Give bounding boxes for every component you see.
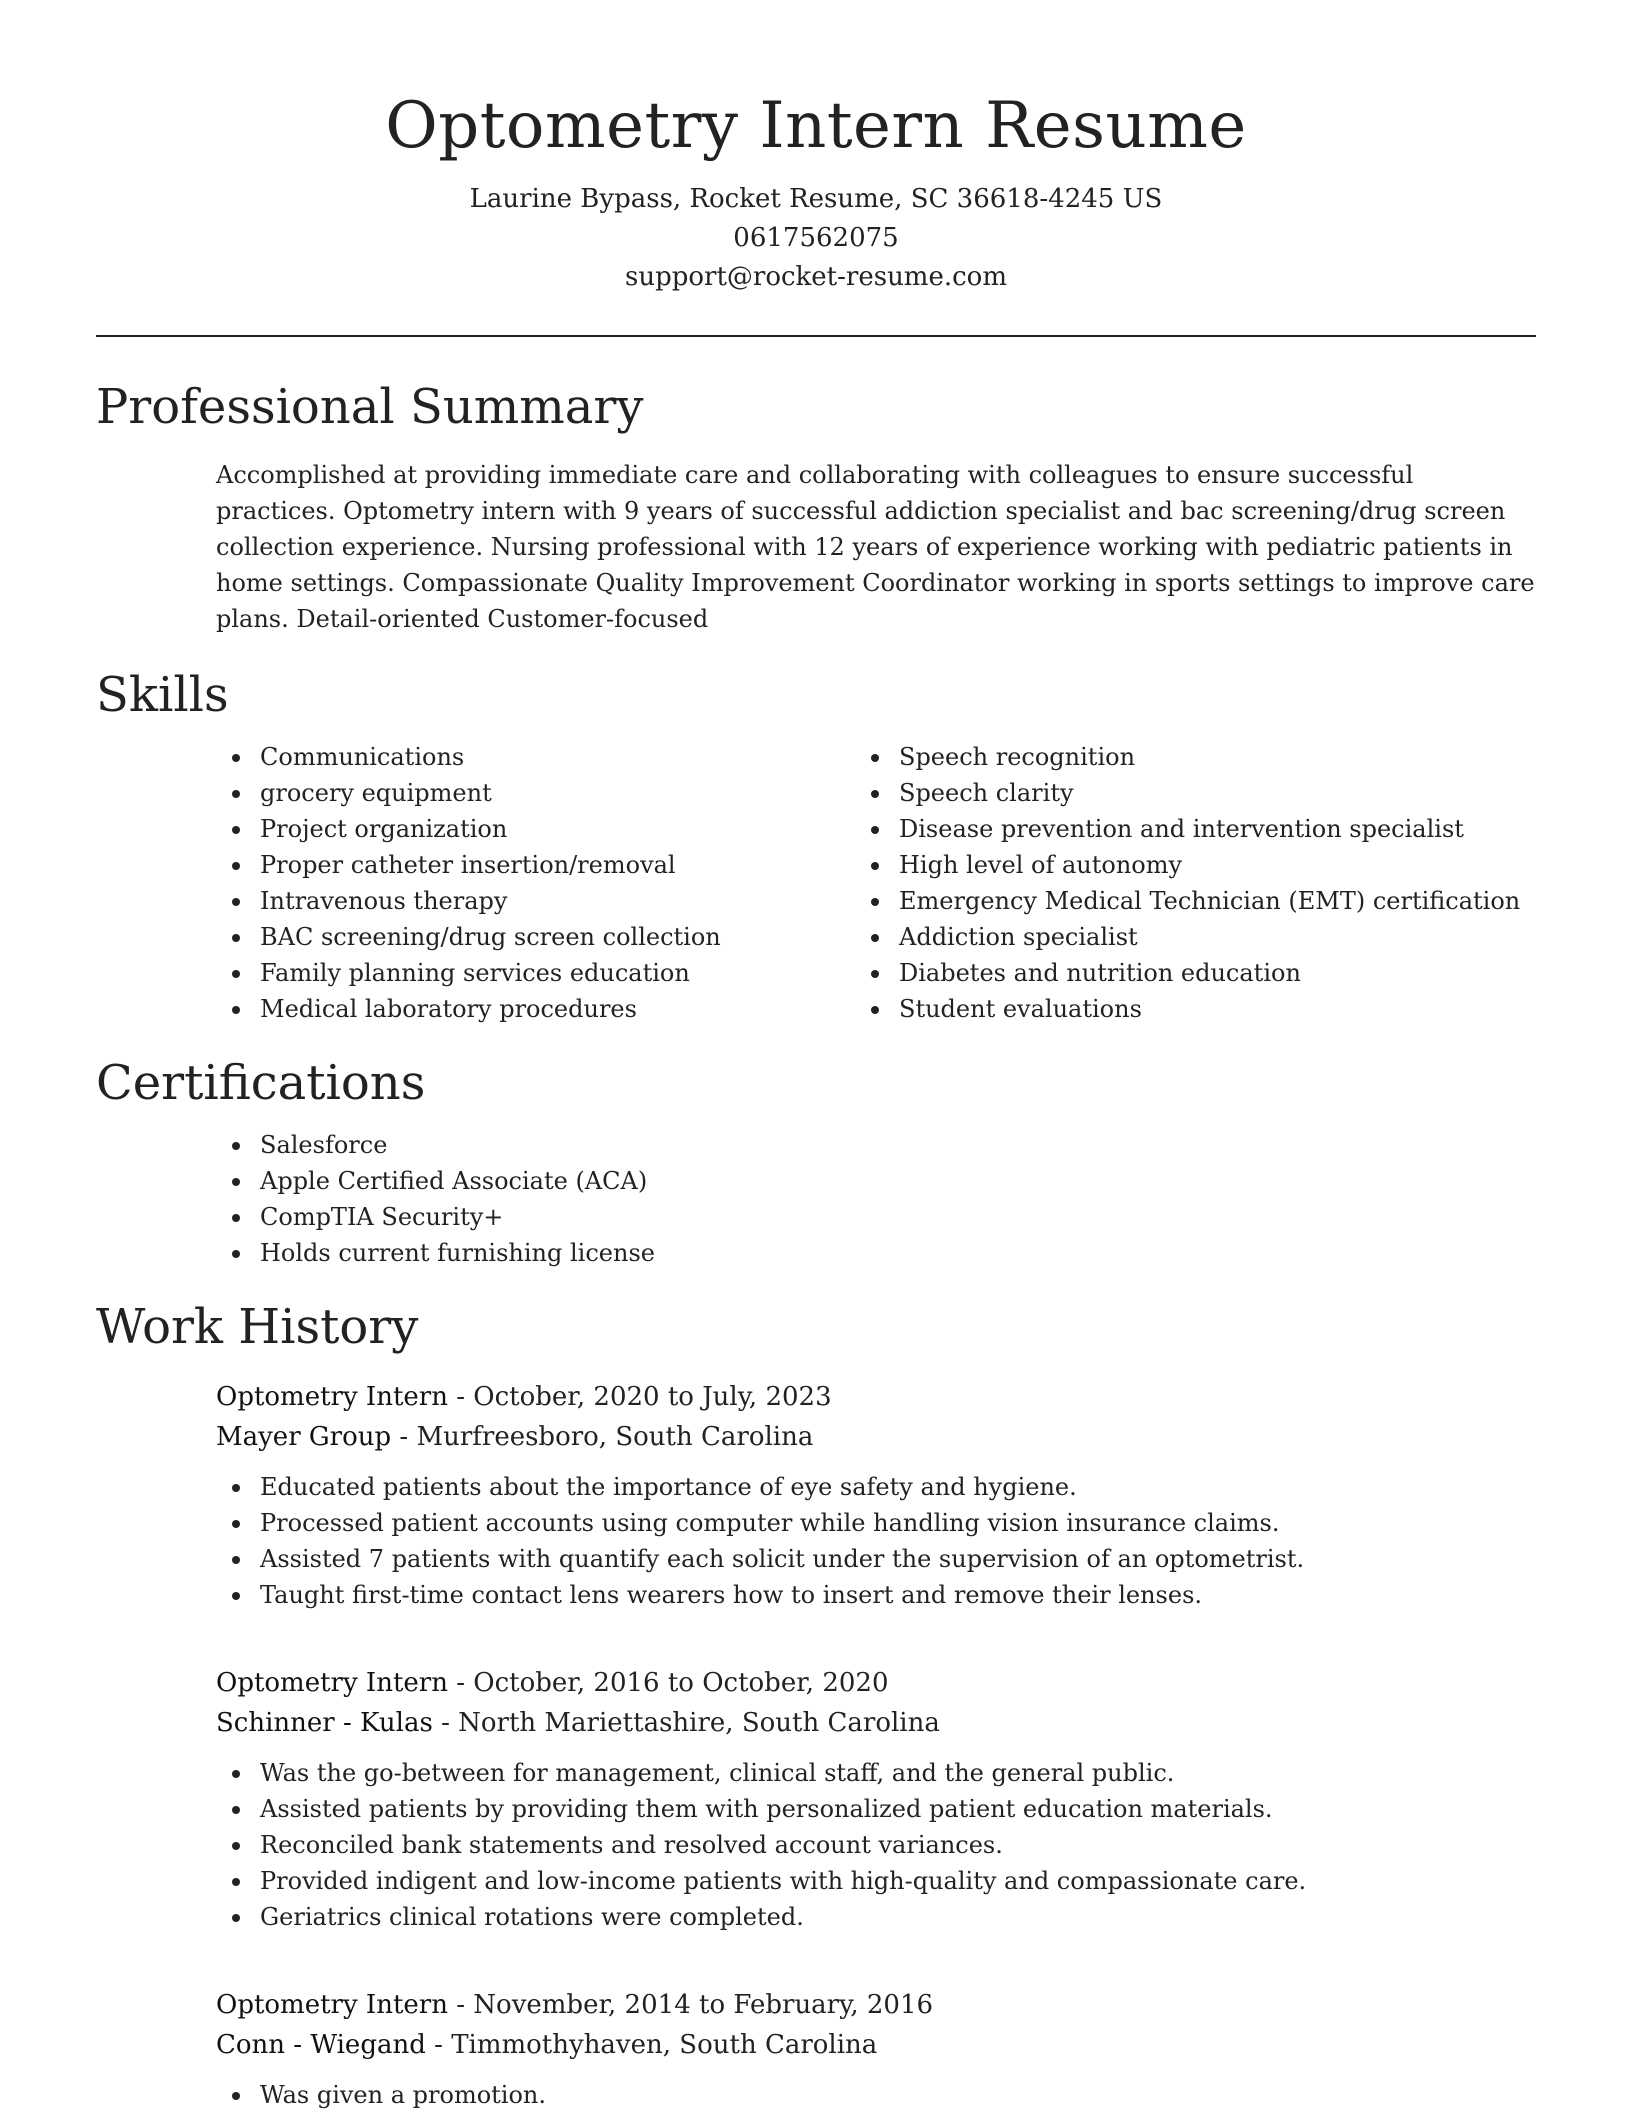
job-company-line [216, 1703, 1536, 1743]
job-title-line [216, 1663, 1536, 1703]
job-title: Optometry Intern [216, 1990, 448, 2020]
job-entry [216, 1377, 1536, 1613]
certifications-list [96, 1127, 1536, 1271]
job-company: Conn - Wiegand [216, 2030, 426, 2060]
certifications-block [96, 1127, 1536, 1271]
job-duties-list [216, 2077, 1536, 2113]
job-title-line [216, 1985, 1536, 2025]
summary-text: Accomplished at providing immediate care and collaborating with colleagues to ensure successful practices. Optometry intern with 9 years of successful addiction specialist and bac screening/drug screen collection experience. Nursing professional with 12 years of experience working with pediatric patients in home settings. Compassionate Quality Improvement Coordinator working in sports settings to improve care plans. Detail-oriented Customer-focused [216, 461, 1535, 633]
contact-address: Laurine Bypass, Rocket Resume, SC 36618-4245 US [469, 184, 1163, 214]
job-duty-item: Processed patient accounts using computer while handling vision insurance claims. [260, 1505, 1536, 1541]
job-company: Schinner - Kulas [216, 1708, 433, 1738]
job-duties-list [216, 1469, 1536, 1613]
job-dates: October, 2016 to October, 2020 [473, 1668, 889, 1698]
certifications-section [96, 1053, 1536, 1271]
skills-columns [96, 739, 1536, 1027]
certifications-heading: Certifications [96, 1055, 426, 1111]
separator: - [432, 1708, 459, 1738]
job-dates: October, 2020 to July, 2023 [473, 1382, 832, 1412]
job-duty-item: Assisted patients by providing them with personalized patient education materials. [260, 1791, 1536, 1827]
job-duty-item: Reconciled bank statements and resolved account variances. [260, 1827, 1536, 1863]
skill-item: Family planning services education [260, 955, 750, 991]
skills-list-left [96, 739, 750, 1027]
summary-heading: Professional Summary [96, 379, 644, 435]
job-title-line [216, 1377, 1536, 1417]
certification-item: Apple Certified Associate (ACA) [260, 1163, 1536, 1199]
contact-phone: 0617562075 [733, 223, 899, 253]
separator: - [447, 1990, 474, 2020]
job-duty-item: Provided indigent and low-income patients with high-quality and compassionate care. [260, 1863, 1536, 1899]
separator: - [425, 2030, 452, 2060]
job-location: Murfreesboro, South Carolina [416, 1422, 814, 1452]
header-divider [96, 335, 1536, 337]
skills-list-right [735, 739, 1520, 1027]
job-duty-item: Assisted 7 patients with quantify each solicit under the supervision of an optometrist. [260, 1541, 1536, 1577]
job-company-line [216, 1417, 1536, 1457]
skill-item: High level of autonomy [899, 847, 1520, 883]
skill-item: Intravenous therapy [260, 883, 750, 919]
skills-column-left [96, 739, 750, 1027]
job-duty-item: Taught first-time contact lens wearers how to insert and remove their lenses. [260, 1577, 1536, 1613]
skill-item: Project organization [260, 811, 750, 847]
job-location: North Mariettashire, South Carolina [458, 1708, 940, 1738]
job-title: Optometry Intern [216, 1668, 448, 1698]
jobs-list [96, 1377, 1536, 2113]
resume-title: Optometry Intern Resume [385, 89, 1247, 163]
skill-item: Communications [260, 739, 750, 775]
job-company: Mayer Group [216, 1422, 392, 1452]
job-company-line [216, 2025, 1536, 2065]
skill-item: BAC screening/drug screen collection [260, 919, 750, 955]
skill-item: Student evaluations [899, 991, 1520, 1027]
summary-section [96, 377, 1536, 637]
job-duties-list [216, 1755, 1536, 1935]
skill-item: Disease prevention and intervention specialist [899, 811, 1520, 847]
skills-section [96, 665, 1536, 1027]
skills-column-right [735, 739, 1520, 1027]
skill-item: Diabetes and nutrition education [899, 955, 1520, 991]
separator: - [447, 1668, 474, 1698]
resume-header [96, 0, 1536, 297]
job-entry [216, 1985, 1536, 2113]
skill-item: Medical laboratory procedures [260, 991, 750, 1027]
contact-info [96, 180, 1536, 297]
certification-item: Holds current furnishing license [260, 1235, 1536, 1271]
job-duty-item: Educated patients about the importance of eye safety and hygiene. [260, 1469, 1536, 1505]
work-history-heading: Work History [96, 1299, 419, 1355]
job-entry [216, 1663, 1536, 1935]
skills-heading: Skills [96, 667, 229, 723]
skill-item: Speech recognition [899, 739, 1520, 775]
certification-item: Salesforce [260, 1127, 1536, 1163]
skill-item: Addiction specialist [899, 919, 1520, 955]
separator: - [447, 1382, 474, 1412]
skill-item: grocery equipment [260, 775, 750, 811]
work-history-section [96, 1297, 1536, 2113]
job-dates: November, 2014 to February, 2016 [473, 1990, 934, 2020]
job-location: Timmothyhaven, South Carolina [451, 2030, 878, 2060]
skill-item: Emergency Medical Technician (EMT) certification [899, 883, 1520, 919]
skill-item: Speech clarity [899, 775, 1520, 811]
skill-item: Proper catheter insertion/removal [260, 847, 750, 883]
job-duty-item: Was the go-between for management, clinical staff, and the general public. [260, 1755, 1536, 1791]
certification-item: CompTIA Security+ [260, 1199, 1536, 1235]
contact-email: support@rocket-resume.com [624, 262, 1007, 292]
job-duty-item: Geriatrics clinical rotations were completed. [260, 1899, 1536, 1935]
job-title: Optometry Intern [216, 1382, 448, 1412]
separator: - [391, 1422, 417, 1452]
job-duty-item: Was given a promotion. [260, 2077, 1536, 2113]
